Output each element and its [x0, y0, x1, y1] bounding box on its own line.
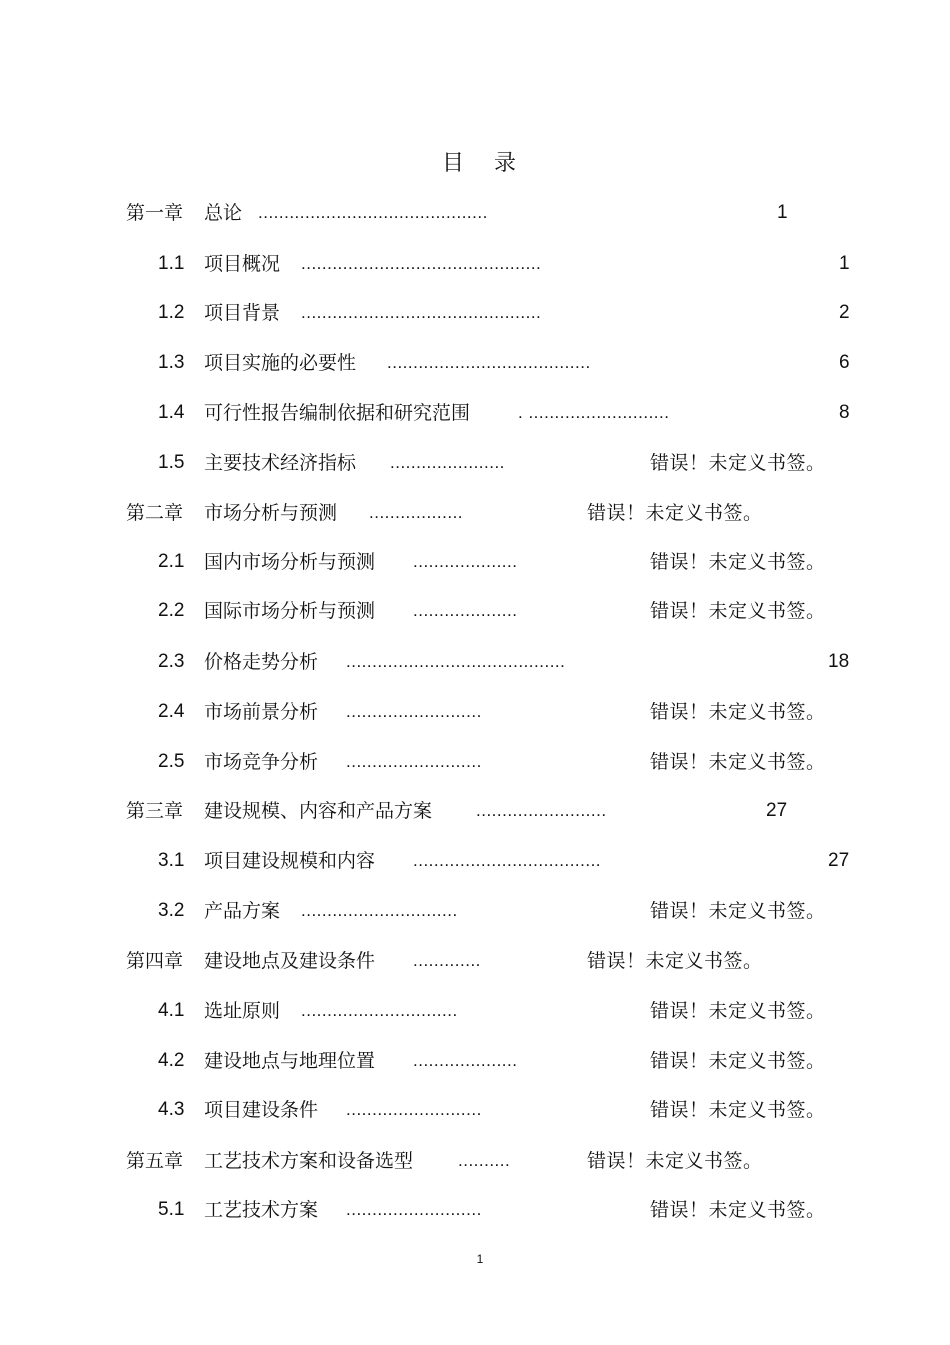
toc-entry[interactable] [0, 747, 950, 777]
toc-entry[interactable] [0, 448, 950, 478]
toc-entry-title: 选址原则 [204, 1000, 281, 1022]
toc-entry-number: 1.1 [158, 253, 185, 274]
toc-entry-page: 错误！未定义书签。 [650, 751, 826, 773]
toc-entry-number: 2.2 [158, 600, 185, 621]
toc-title-char-2: 录 [494, 151, 519, 176]
toc-entry-number: 3.2 [158, 900, 185, 921]
toc-leader-dots: .................. [369, 503, 464, 522]
toc-leader-dots: .......................... [346, 752, 482, 771]
toc-entry-title: 工艺技术方案和设备选型 [204, 1150, 414, 1172]
toc-entry-page: 错误！未定义书签。 [587, 1150, 763, 1172]
toc-entry-number: 1.2 [158, 302, 185, 323]
toc-entry-page: 错误！未定义书签。 [650, 1000, 826, 1022]
toc-leader-dots: .................... [413, 1051, 518, 1070]
toc-leader-dots: ............. [413, 951, 481, 970]
toc-leader-dots: .......................... [346, 702, 482, 721]
toc-entry-page: 1 [777, 202, 788, 223]
toc-leader-dots: .............................................. [301, 254, 542, 273]
toc-entry-page: 错误！未定义书签。 [650, 452, 826, 474]
toc-leader-dots: .......... [458, 1151, 511, 1170]
toc-leader-dots: .............................. [301, 1001, 458, 1020]
toc-leader-dots: . ........................... [518, 403, 670, 422]
toc-entry-title: 项目背景 [204, 302, 281, 324]
toc-entry[interactable] [0, 249, 950, 279]
toc-leader-dots: .................... [413, 552, 518, 571]
toc-entry-title: 建设地点及建设条件 [204, 950, 376, 972]
toc-leader-dots: ......................... [476, 801, 607, 820]
toc-entry[interactable] [0, 996, 950, 1026]
toc-entry[interactable] [0, 198, 950, 228]
toc-entry-page: 错误！未定义书签。 [650, 551, 826, 573]
toc-entry-page: 错误！未定义书签。 [650, 900, 826, 922]
toc-entry[interactable] [0, 946, 950, 976]
toc-entry-page: 18 [828, 651, 850, 672]
toc-entry[interactable] [0, 1146, 950, 1176]
toc-leader-dots: .................... [413, 601, 518, 620]
toc-entry-number: 第三章 [126, 800, 184, 822]
toc-entry-title: 产品方案 [204, 900, 281, 922]
toc-entry-title: 建设规模、内容和产品方案 [204, 800, 433, 822]
toc-entry-title: 主要技术经济指标 [204, 452, 357, 474]
toc-leader-dots: .............................. [301, 901, 458, 920]
toc-entry-page: 错误！未定义书签。 [587, 502, 763, 524]
toc-leader-dots: .......................................... [346, 652, 566, 671]
toc-entry[interactable] [0, 1046, 950, 1076]
toc-entry-page: 27 [766, 800, 788, 821]
toc-entry-title: 国际市场分析与预测 [204, 600, 376, 622]
toc-entry-title: 可行性报告编制依据和研究范围 [204, 402, 471, 424]
toc-entry-title: 市场竞争分析 [204, 751, 319, 773]
toc-entry-title: 项目建设条件 [204, 1099, 319, 1121]
toc-entry-number: 2.3 [158, 651, 185, 672]
toc-entry-number: 2.1 [158, 551, 185, 572]
toc-entry-number: 4.3 [158, 1099, 185, 1120]
toc-leader-dots: .......................... [346, 1100, 482, 1119]
toc-entry[interactable] [0, 896, 950, 926]
toc-entry-number: 5.1 [158, 1199, 185, 1220]
toc-entry[interactable] [0, 697, 950, 727]
toc-entry-number: 第一章 [126, 202, 184, 224]
toc-leader-dots: ............................................ [258, 203, 488, 222]
toc-entry-title: 项目建设规模和内容 [204, 850, 376, 872]
toc-entry-page: 1 [839, 253, 850, 274]
toc-entry-title: 市场分析与预测 [204, 502, 338, 524]
toc-entry-number: 4.1 [158, 1000, 185, 1021]
toc-entry[interactable] [0, 348, 950, 378]
toc-entry-title: 国内市场分析与预测 [204, 551, 376, 573]
toc-entry-title: 市场前景分析 [204, 701, 319, 723]
toc-entry-title: 工艺技术方案 [204, 1199, 319, 1221]
toc-entry-title: 项目概况 [204, 253, 281, 275]
toc-entry-page: 错误！未定义书签。 [650, 1199, 826, 1221]
toc-entry[interactable] [0, 398, 950, 428]
toc-entry-number: 2.4 [158, 701, 185, 722]
toc-entry[interactable] [0, 1195, 950, 1225]
toc-entry[interactable] [0, 796, 950, 826]
toc-entry[interactable] [0, 647, 950, 677]
toc-leader-dots: .............................................. [301, 303, 542, 322]
toc-entry-page: 27 [828, 850, 850, 871]
toc-entry-number: 第五章 [126, 1150, 184, 1172]
toc-leader-dots: .......................... [346, 1200, 482, 1219]
toc-entry-page: 2 [839, 302, 850, 323]
toc-entry-number: 1.4 [158, 402, 185, 423]
toc-entry-page: 错误！未定义书签。 [650, 1050, 826, 1072]
toc-entry-number: 第四章 [126, 950, 184, 972]
toc-entry-page: 8 [839, 402, 850, 423]
toc-entry[interactable] [0, 498, 950, 528]
toc-entry-page: 错误！未定义书签。 [650, 600, 826, 622]
toc-entry-page: 错误！未定义书签。 [587, 950, 763, 972]
toc-entry[interactable] [0, 596, 950, 626]
page-number: 1 [476, 1252, 484, 1266]
toc-entry-number: 3.1 [158, 850, 185, 871]
toc-leader-dots: ....................................... [387, 353, 591, 372]
toc-leader-dots: ...................... [390, 453, 505, 472]
toc-title-char-1: 目 [441, 151, 466, 176]
toc-entry-number: 1.5 [158, 452, 185, 473]
toc-entry-number: 1.3 [158, 352, 185, 373]
toc-entry-page: 错误！未定义书签。 [650, 1099, 826, 1121]
toc-entry[interactable] [0, 1095, 950, 1125]
toc-entry-title: 建设地点与地理位置 [204, 1050, 376, 1072]
toc-entry-page: 6 [839, 352, 850, 373]
toc-leader-dots: .................................... [413, 851, 602, 870]
toc-entry-number: 2.5 [158, 751, 185, 772]
toc-entry-number: 第二章 [126, 502, 184, 524]
toc-entry-title: 项目实施的必要性 [204, 352, 357, 374]
toc-entry[interactable] [0, 846, 950, 876]
toc-title [0, 146, 950, 177]
toc-entry-page: 错误！未定义书签。 [650, 701, 826, 723]
toc-entry-number: 4.2 [158, 1050, 185, 1071]
toc-entry-title: 价格走势分析 [204, 651, 319, 673]
toc-entry[interactable] [0, 547, 950, 577]
toc-entry[interactable] [0, 298, 950, 328]
toc-entry-title: 总论 [204, 202, 243, 224]
